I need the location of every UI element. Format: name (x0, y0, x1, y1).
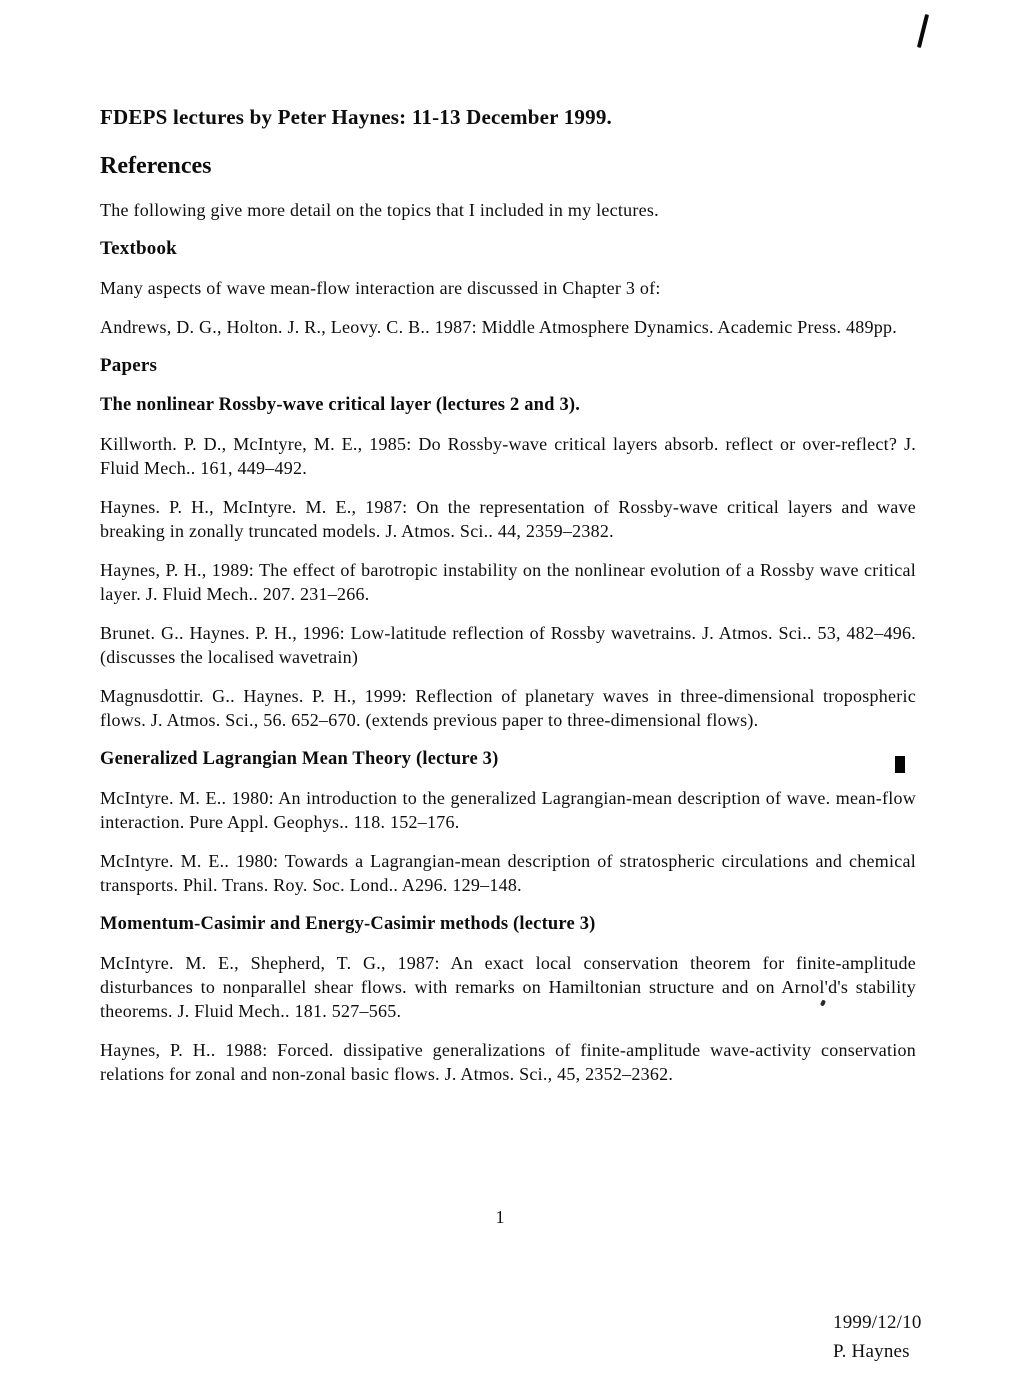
reference-entry-haynes-1988: Haynes, P. H.. 1988: Forced. dissipative generalizations of finite-amplitude wave-activity conservation relations for zonal and non-zonal basic flows. J. Atmos. Sci., 45, 2352–2362. (100, 1040, 916, 1084)
reference-entry-haynes-mcintyre-1987: Haynes. P. H., McIntyre. M. E., 1987: On the representation of Rossby-wave critical layers and wave breaking in zonally truncated models. J. Atmos. Sci.. 44, 2359–2382. (100, 497, 916, 541)
ink-block-artifact (895, 756, 905, 773)
papers-heading: Papers (100, 355, 158, 376)
doc-title: FDEPS lectures by Peter Haynes: 11-13 December 1999. (100, 105, 612, 129)
subsection-heading-rossby-critical-layer: The nonlinear Rossby-wave critical layer (lectures 2 and 3). (100, 395, 581, 415)
subsection-heading-casimir-methods: Momentum-Casimir and Energy-Casimir methods (lecture 3) (100, 914, 596, 934)
textbook-heading: Textbook (100, 238, 177, 259)
intro-paragraph: The following give more detail on the topics that I included in my lectures. (100, 200, 659, 220)
reference-entry-mcintyre-shepherd-1987: McIntyre. M. E., Shepherd, T. G., 1987: An exact local conservation theorem for finite-amplitude disturbances to nonparallel shear flows. with remarks on Hamiltonian structure and on Arnol'd's stability theorems. J. Fluid Mech.. 181. 527–565. (100, 953, 916, 1021)
footer-date: 1999/12/10 (833, 1312, 922, 1333)
reference-entry-brunet-haynes-1996: Brunet. G.. Haynes. P. H., 1996: Low-latitude reflection of Rossby wavetrains. J. Atmos. Sci.. 53, 482–496. (discusses the localised wavetrain) (100, 623, 916, 667)
reference-entry-magnusdottir-haynes-1999: Magnusdottir. G.. Haynes. P. H., 1999: Reflection of planetary waves in three-dimensional tropospheric flows. J. Atmos. Sci., 56. 652–670. (extends previous paper to three-dimensional flows). (100, 686, 916, 730)
reference-entry-andrews-1987: Andrews, D. G., Holton. J. R., Leovy. C. B.. 1987: Middle Atmosphere Dynamics. Academic Press. 489pp. (100, 317, 898, 337)
document-content (100, 104, 916, 1101)
pen-slash-mark (917, 14, 929, 48)
footer (833, 1308, 922, 1366)
reference-entry-haynes-1989: Haynes, P. H., 1989: The effect of barotropic instability on the nonlinear evolution of a Rossby wave critical layer. J. Fluid Mech.. 207. 231–266. (100, 560, 916, 604)
reference-entry-mcintyre-1980-intro: McIntyre. M. E.. 1980: An introduction to the generalized Lagrangian-mean description of wave. mean-flow interaction. Pure Appl. Geophys.. 118. 152–176. (100, 788, 916, 832)
page-number: 1 (495, 1207, 505, 1227)
textbook-lead: Many aspects of wave mean-flow interaction are discussed in Chapter 3 of: (100, 278, 661, 298)
reference-entry-mcintyre-1980-towards: McIntyre. M. E.. 1980: Towards a Lagrangian-mean description of stratospheric circulations and chemical transports. Phil. Trans. Roy. Soc. Lond.. A296. 129–148. (100, 851, 916, 895)
footer-author: P. Haynes (833, 1341, 910, 1362)
reference-entry-killworth-1985: Killworth. P. D., McIntyre, M. E., 1985: Do Rossby-wave critical layers absorb. reflect or over-reflect? J. Fluid Mech.. 161, 449–492. (100, 434, 916, 478)
references-heading: References (100, 153, 212, 179)
subsection-heading-glm-theory: Generalized Lagrangian Mean Theory (lecture 3) (100, 749, 499, 769)
